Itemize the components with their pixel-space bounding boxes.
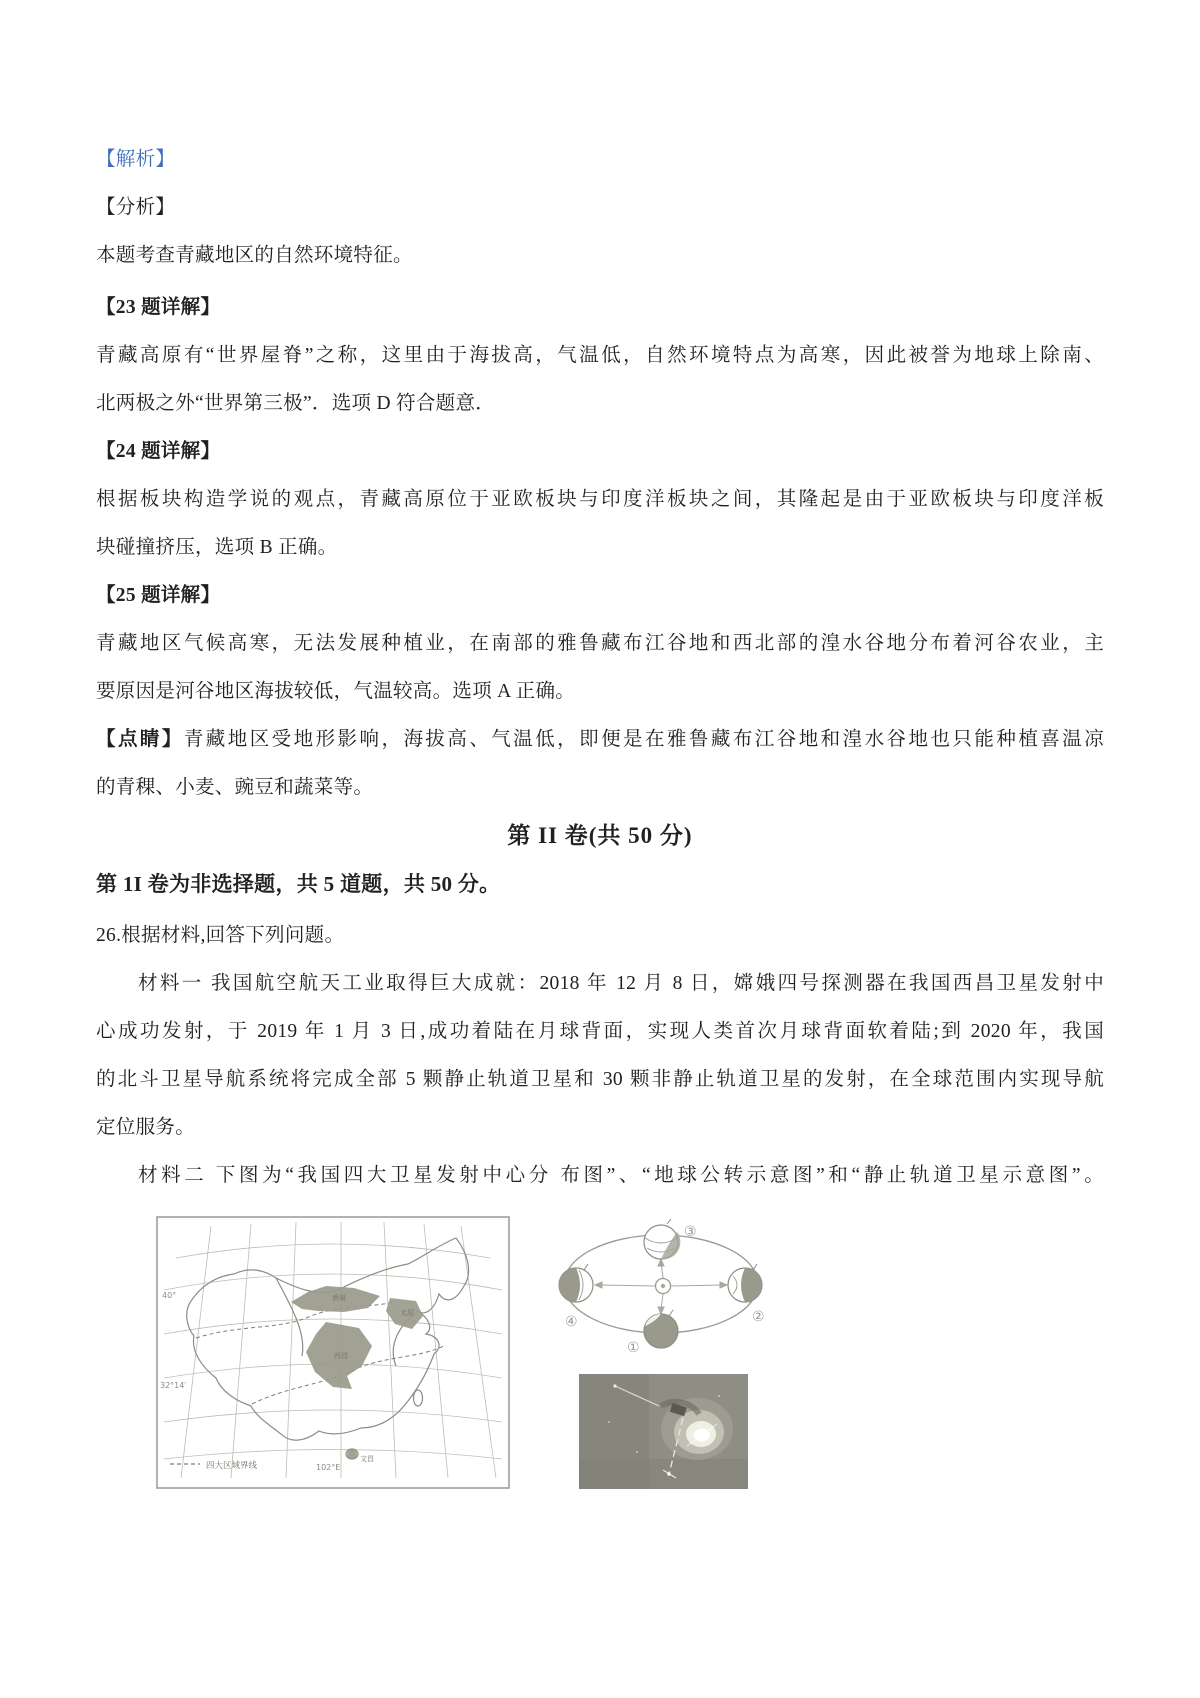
q26-stem: 26.根据材料,回答下列问题。 [96,925,345,946]
q23-heading: 【23 题详解】 [96,297,221,318]
map-label-xichang: 西昌 [334,1352,348,1360]
earth-revolution-diagram-figure [557,1218,769,1358]
q25-line-2: 要原因是河谷地区海拔较低，气温较高。选项 A 正确。 [96,681,576,702]
sun-icon [656,1279,671,1294]
map-lat-32: 32°14′ [160,1381,187,1390]
map-label-taiyuan: 太原 [400,1309,414,1317]
map-meridian-label: 102°E [316,1463,341,1472]
q23-line-1: 青藏高原有“世界屋脊”之称，这里由于海拔高，气温低，自然环境特点为高寒，因此被誉为地球上除南、 [96,345,1104,366]
material1-line-4: 定位服务。 [96,1117,196,1138]
geostationary-satellite-photo-figure [579,1374,748,1489]
figures-row [96,1216,1104,1516]
q25-heading: 【25 题详解】 [96,585,221,606]
q24-line-1: 根据板块构造学说的观点，青藏高原位于亚欧板块与印度洋板块之间，其隆起是由于亚欧板块与印度洋板 [96,489,1104,510]
document-body [96,136,1104,1516]
analysis-intro: 本题考查青藏地区的自然环境特征。 [96,245,413,266]
section2-title: 第 II 卷(共 50 分) [507,823,693,848]
section2-subtitle: 第 1I 卷为非选择题，共 5 道题，共 50 分。 [96,872,501,896]
material1-line-3: 的北斗卫星导航系统将完成全部 5 颗静止轨道卫星和 30 颗非静止轨道卫星的发射，在全球范围内实现导航 [96,1069,1104,1090]
earth-position-2-right [728,1264,762,1302]
earth-position-4-left [559,1264,593,1302]
orbit-label-2: ② [752,1309,765,1325]
china-launch-centers-map-figure [156,1216,510,1489]
photo-shadow-bottom [579,1459,748,1489]
dianjing-label: 【点睛】 [96,729,184,750]
fenxi-label: 【分析】 [96,197,176,218]
orbit-label-4: ④ [565,1314,578,1330]
earth-position-1-bottom [644,1310,678,1348]
orbit-label-3: ③ [684,1224,697,1240]
map-province-wenchang [347,1449,357,1459]
map-legend-label: 四大区域界线 [206,1461,258,1471]
analysis-section-label: 【解析】 [96,149,176,170]
map-label-jiuquan: 酒泉 [332,1294,346,1302]
earth-position-3-top [644,1219,680,1259]
material1-line-1: 材料一 我国航空航天工业取得巨大成就：2018 年 12 月 8 日，嫦娥四号探测器在我国西昌卫星发射中 [138,973,1104,994]
dianjing-line-1 [96,716,1104,764]
q25-line-1: 青藏地区气候高寒，无法发展种植业，在南部的雅鲁藏布江谷地和西北部的湟水谷地分布着河谷农业，主 [96,633,1104,654]
material1-line-2: 心成功发射，于 2019 年 1 月 3 日,成功着陆在月球背面，实现人类首次月球背面软着陆;到 2020 年，我国 [96,1021,1104,1042]
orbit-label-1: ① [627,1340,640,1356]
q24-heading: 【24 题详解】 [96,441,221,462]
dianjing-text: 青藏地区受地形影响，海拔高、气温低，即便是在雅鲁藏布江谷地和湟水谷地也只能种植喜温凉 [183,729,1104,750]
map-label-wenchang: 文昌 [360,1455,374,1463]
material2-line: 材料二 下图为“我国四大卫星发射中心分 布图”、“地球公转示意图”和“静止轨道卫星示意图”。 [138,1165,1104,1186]
dianjing-line-2: 的青稞、小麦、豌豆和蔬菜等。 [96,777,374,798]
q24-line-2: 块碰撞挤压，选项 B 正确。 [96,537,338,558]
map-lat-40: 40° [162,1291,177,1300]
q23-line-2: 北两极之外“世界第三极”．选项 D 符合题意． [96,393,496,414]
